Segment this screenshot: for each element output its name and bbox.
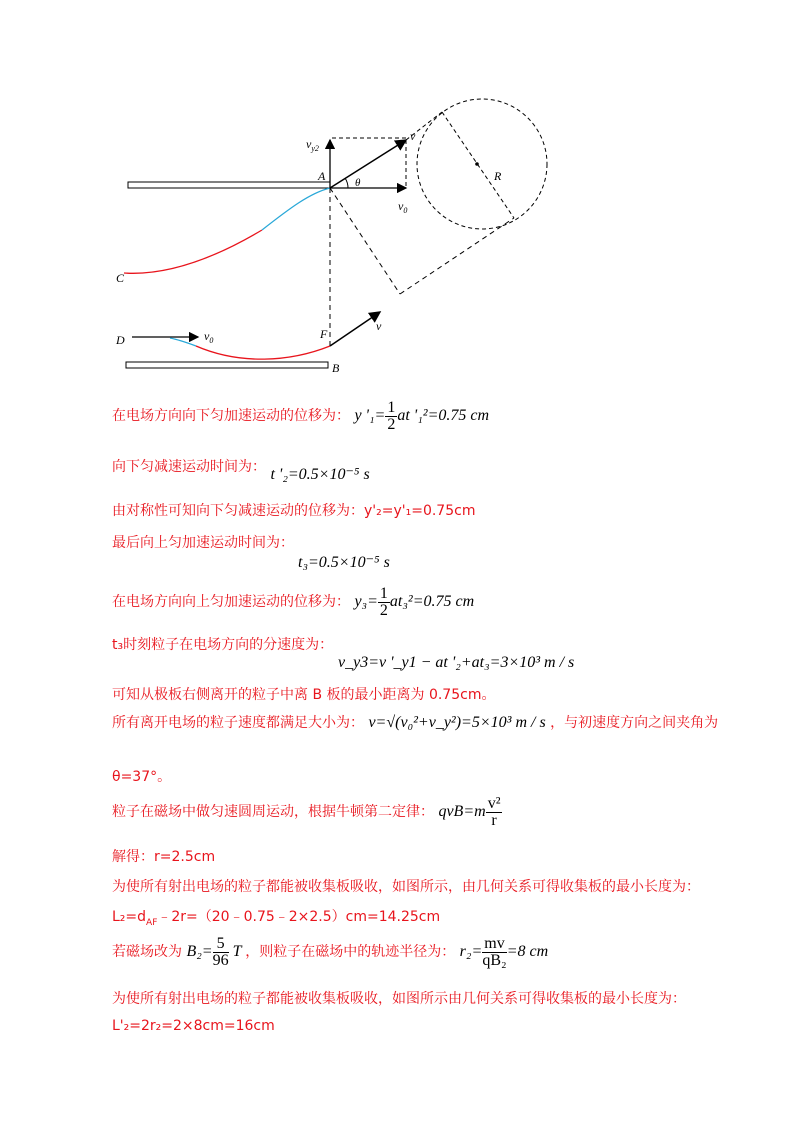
line-9: θ=37°。: [112, 769, 172, 785]
line-4-text: 最后向上匀加速运动时间为：: [112, 535, 294, 551]
eq14a-den: 96: [212, 952, 229, 969]
label-theta: θ: [355, 177, 361, 189]
equation-2: t '₂=0.5×10⁻⁵ s: [270, 466, 370, 483]
label-v-top: v: [410, 129, 416, 143]
plate-b: [126, 362, 328, 368]
label-v0-top: $v_0$: [398, 199, 408, 215]
label-d: D: [116, 333, 125, 347]
line-13-text: L₂=d: [112, 909, 147, 925]
line-3: 由对称性可知向下匀减速运动的位移为：y'₂=y'₁=0.75cm: [112, 503, 476, 519]
eq10-den: r: [491, 812, 497, 829]
trajectory-d-red: [196, 346, 330, 359]
trajectory-d-blue: [170, 338, 196, 346]
line-10-text: 粒子在磁场中做匀速圆周运动，根据牛顿第二定律：: [112, 804, 434, 821]
line-14-mid: ，则粒子在磁场中的轨迹半径为：: [245, 944, 456, 961]
tangent-bottom: [400, 218, 514, 294]
magnetic-field-circle: [417, 99, 547, 229]
eq1-lhs: y '₁=: [354, 407, 386, 425]
line-10: [112, 796, 502, 829]
eq5-num: 1: [379, 585, 388, 602]
label-b: B: [332, 361, 340, 375]
line-15: 为使所有射出电场的粒子都能被收集板吸收，如图所示由几何关系可得收集板的最小长度为：: [112, 991, 686, 1007]
eq10-num: v²: [487, 795, 501, 812]
v-top-arrow: [330, 140, 406, 188]
equation-6: v_y3=v '_y1 − at '₂+at₃=3×10³ m / s: [338, 654, 575, 671]
line-12: 为使所有射出电场的粒子都能被收集板吸收，如图所示，由几何关系可得收集板的最小长度为：: [112, 879, 700, 895]
line-1-text: 在电场方向向下匀加速运动的位移为：: [112, 408, 350, 425]
label-vy2: $v_{y2}$: [306, 137, 319, 153]
eq14a-num: 5: [213, 936, 229, 953]
line-6: [112, 634, 574, 672]
line-14: [112, 936, 548, 969]
eq14b-den: qB₂: [482, 952, 507, 969]
line-13: [112, 906, 440, 928]
line-6-text: t₃时刻粒子在电场方向的分速度为：: [112, 637, 334, 653]
dashed-a-down: [330, 188, 400, 294]
line-5: [112, 586, 474, 619]
line-7: 可知从极板右侧离开的粒子中离 B 板的最小距离为 0.75cm。: [112, 687, 496, 703]
label-v0-left: $v_0$: [204, 329, 214, 345]
eq14b-num: mv: [484, 935, 505, 952]
equation-8: v=√(v₀²+v_y²)=5×10³ m / s: [368, 714, 546, 731]
theta-arc: [345, 178, 348, 188]
diameter: [442, 112, 514, 218]
eq14b-lhs: r₂=: [459, 943, 483, 961]
line-8-text: 所有离开电场的粒子速度都满足大小为：: [112, 715, 364, 731]
eq14a-lhs: B₂=: [186, 943, 213, 961]
eq10-lhs: qvB=m: [438, 803, 486, 821]
eq1-den: 2: [387, 416, 396, 433]
line-11: 解得：r=2.5cm: [112, 849, 216, 865]
equation-14a: [186, 935, 245, 969]
trajectory-c-red: [124, 230, 262, 273]
trajectory-c-blue: [262, 188, 330, 230]
equation-10: [438, 795, 502, 829]
line-14-text: 若磁场改为: [112, 944, 182, 961]
label-r: R: [494, 169, 502, 183]
line-5-text: 在电场方向向上匀加速运动的位移为：: [112, 594, 350, 611]
physics-diagram: [100, 90, 560, 390]
line-2: [112, 456, 370, 483]
equation-4: t₃=0.5×10⁻⁵ s: [298, 554, 390, 571]
eq5-lhs: y₃=: [354, 593, 378, 611]
line-8: [112, 712, 718, 732]
line-2-text: 向下匀减速运动时间为：: [112, 459, 266, 475]
label-v-bottom: v: [376, 319, 382, 333]
line-13-sub: AF: [146, 917, 158, 928]
line-13-rest: ﹣2r=（20﹣0.75﹣2×2.5）cm=14.25cm: [157, 909, 441, 925]
label-a: A: [318, 169, 326, 183]
equation-14b: [459, 935, 549, 969]
eq14a-rhs: T: [228, 943, 242, 961]
line-1: [112, 400, 489, 433]
label-c: C: [116, 271, 125, 285]
eq5-rhs: at₃²=0.75 cm: [389, 593, 475, 611]
equation-5: [354, 585, 475, 619]
plate-a: [128, 182, 330, 188]
eq5-den: 2: [379, 602, 388, 619]
v-bottom-arrow: [330, 312, 380, 346]
eq1-rhs: at '₁²=0.75 cm: [397, 407, 490, 425]
eq14b-rhs: =8 cm: [506, 943, 549, 961]
label-f: F: [320, 327, 328, 341]
line-8-tail: ，与初速度方向之间夹角为: [550, 715, 719, 731]
equation-1: [354, 399, 490, 433]
line-4: [112, 532, 390, 572]
line-16: L'₂=2r₂=2×8cm=16cm: [112, 1018, 275, 1034]
eq1-num: 1: [387, 399, 396, 416]
